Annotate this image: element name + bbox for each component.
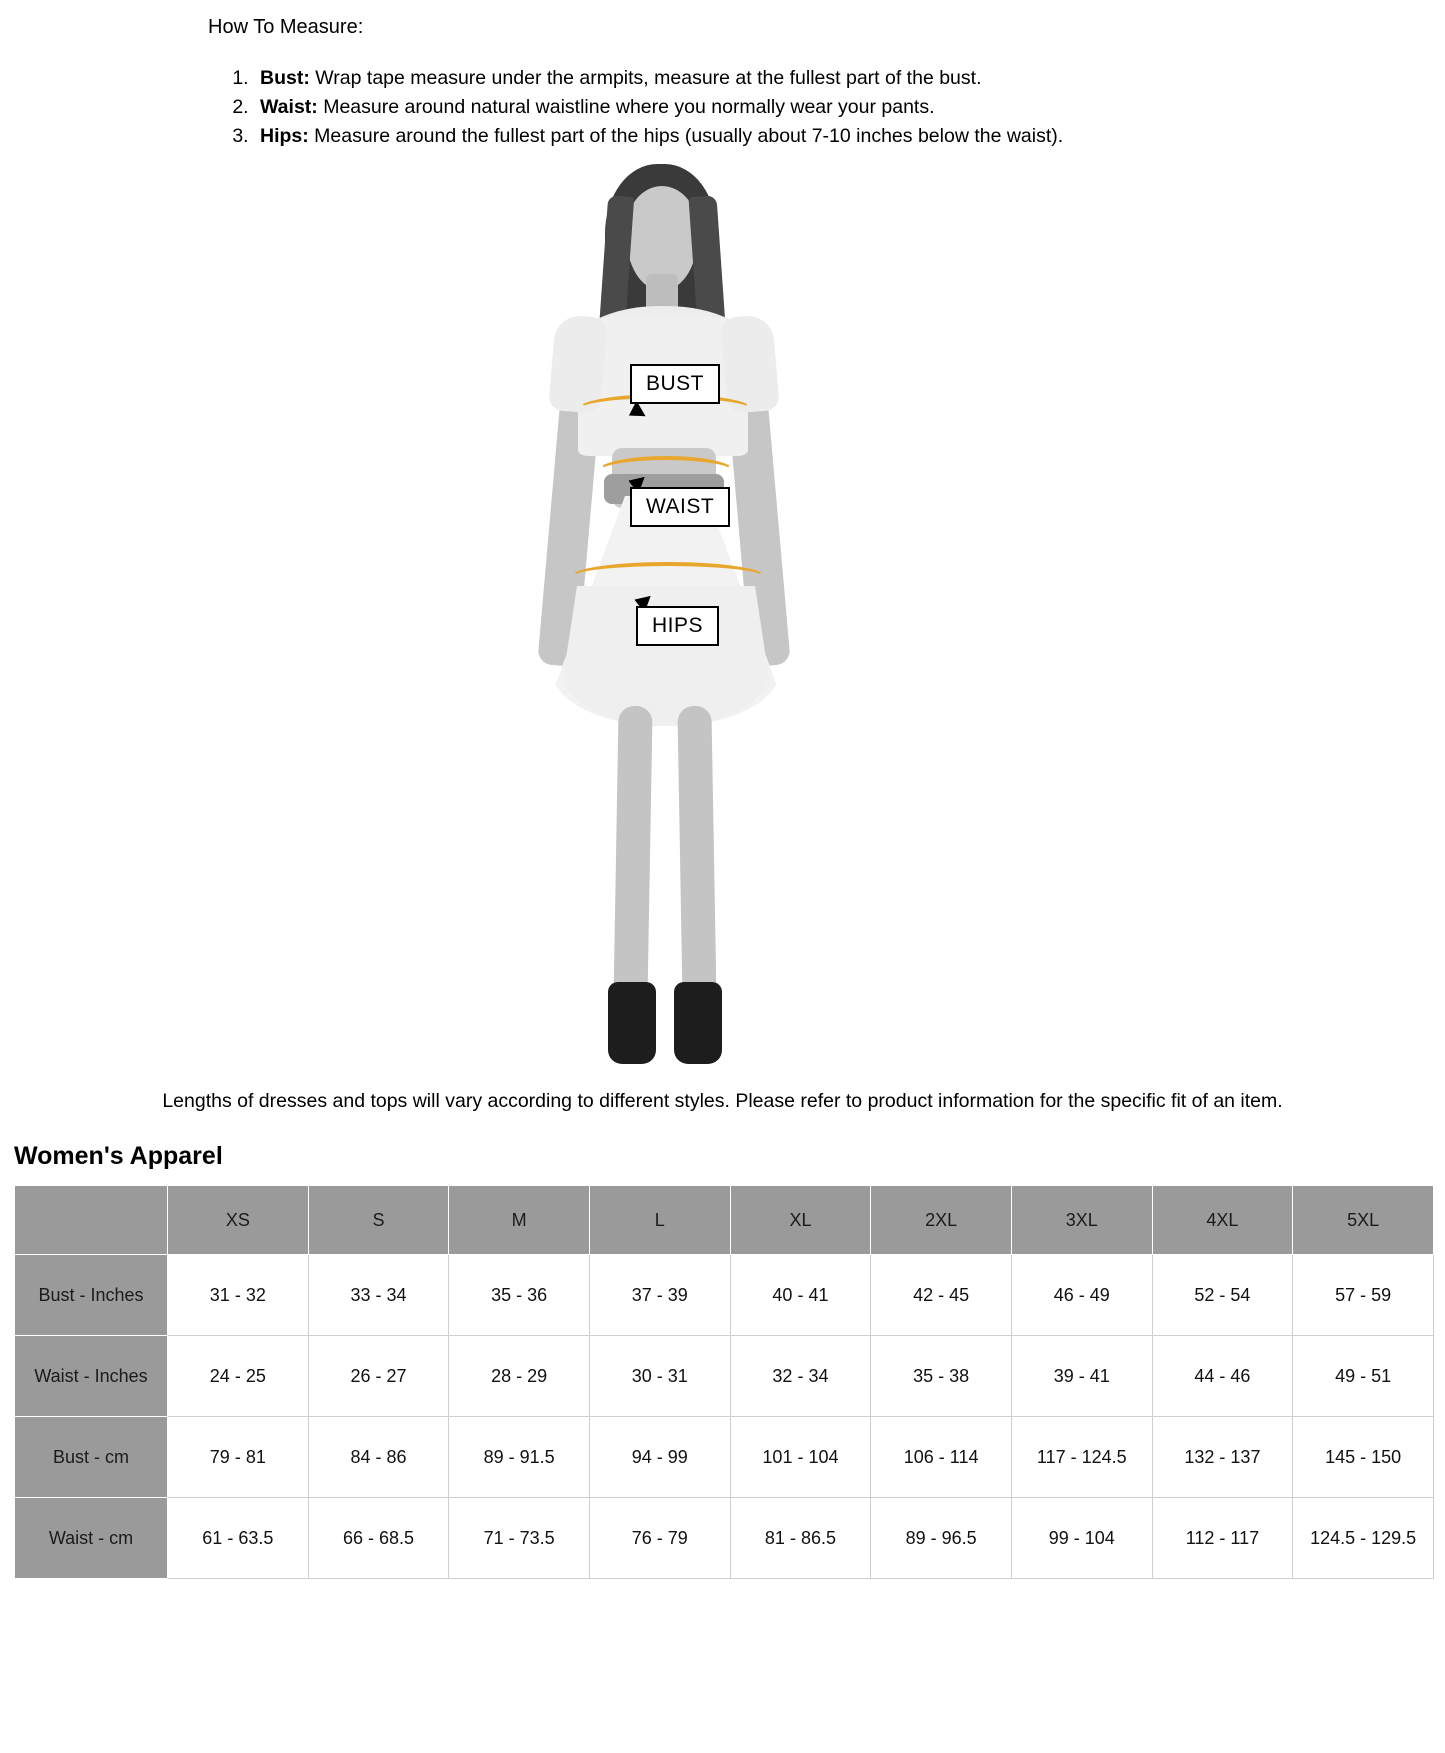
column-header-s: S [308, 1186, 449, 1255]
table-corner-cell [15, 1186, 168, 1255]
list-item [254, 122, 1445, 150]
step-term: Hips: [260, 125, 309, 147]
cell: 101 - 104 [730, 1417, 871, 1498]
cell: 99 - 104 [1011, 1498, 1152, 1579]
cell: 132 - 137 [1152, 1417, 1293, 1498]
row-label-waist-cm: Waist - cm [15, 1498, 168, 1579]
right-shoe-icon [674, 982, 722, 1064]
step-term: Bust: [260, 67, 310, 89]
cell: 24 - 25 [168, 1336, 309, 1417]
cell: 81 - 86.5 [730, 1498, 871, 1579]
column-header-xl: XL [730, 1186, 871, 1255]
cell: 40 - 41 [730, 1255, 871, 1336]
fit-note: Lengths of dresses and tops will vary according to different styles. Please refer to product information for the specific fit of an item. [162, 1090, 1283, 1112]
cell: 117 - 124.5 [1011, 1417, 1152, 1498]
cell: 52 - 54 [1152, 1255, 1293, 1336]
waist-label: WAIST [630, 487, 730, 527]
how-to-measure-list [208, 64, 1445, 150]
waist-measure-band [598, 456, 734, 486]
table-header-row [15, 1186, 1434, 1255]
cell: 49 - 51 [1293, 1336, 1434, 1417]
cell: 30 - 31 [589, 1336, 730, 1417]
cell: 46 - 49 [1011, 1255, 1152, 1336]
column-header-4xl: 4XL [1152, 1186, 1293, 1255]
cell: 89 - 91.5 [449, 1417, 590, 1498]
how-to-measure-title: How To Measure: [208, 16, 364, 38]
table-row [15, 1336, 1434, 1417]
cell: 35 - 38 [871, 1336, 1012, 1417]
cell: 28 - 29 [449, 1336, 590, 1417]
row-label-bust-inches: Bust - Inches [15, 1255, 168, 1336]
list-item [254, 64, 1445, 92]
left-shoe-icon [608, 982, 656, 1064]
how-to-measure-section [0, 0, 1445, 150]
cell: 26 - 27 [308, 1336, 449, 1417]
size-chart-table [14, 1185, 1434, 1579]
list-item [254, 93, 1445, 121]
cell: 37 - 39 [589, 1255, 730, 1336]
table-row [15, 1498, 1434, 1579]
right-leg-shape [677, 706, 716, 1007]
cell: 84 - 86 [308, 1417, 449, 1498]
table-row [15, 1255, 1434, 1336]
table-header [15, 1186, 1434, 1255]
bust-label: BUST [630, 364, 720, 404]
cell: 89 - 96.5 [871, 1498, 1012, 1579]
row-label-waist-inches: Waist - Inches [15, 1336, 168, 1417]
column-header-xs: XS [168, 1186, 309, 1255]
model-body [508, 156, 938, 1086]
left-leg-shape [613, 706, 652, 1007]
column-header-2xl: 2XL [871, 1186, 1012, 1255]
column-header-m: M [449, 1186, 590, 1255]
cell: 32 - 34 [730, 1336, 871, 1417]
step-text: Wrap tape measure under the armpits, measure at the fullest part of the bust. [315, 67, 982, 89]
step-text: Measure around natural waistline where you normally wear your pants. [323, 96, 935, 118]
cell: 31 - 32 [168, 1255, 309, 1336]
column-header-3xl: 3XL [1011, 1186, 1152, 1255]
hips-measure-band [570, 562, 766, 592]
cell: 57 - 59 [1293, 1255, 1434, 1336]
cell: 106 - 114 [871, 1417, 1012, 1498]
cell: 79 - 81 [168, 1417, 309, 1498]
row-label-bust-cm: Bust - cm [15, 1417, 168, 1498]
column-header-l: L [589, 1186, 730, 1255]
cell: 66 - 68.5 [308, 1498, 449, 1579]
cell: 44 - 46 [1152, 1336, 1293, 1417]
step-text: Measure around the fullest part of the hips (usually about 7-10 inches below the waist). [314, 125, 1064, 147]
page-title: Women's Apparel [14, 1142, 223, 1170]
cell: 33 - 34 [308, 1255, 449, 1336]
cell: 35 - 36 [449, 1255, 590, 1336]
cell: 145 - 150 [1293, 1417, 1434, 1498]
cell: 61 - 63.5 [168, 1498, 309, 1579]
table-body [15, 1255, 1434, 1579]
cell: 39 - 41 [1011, 1336, 1152, 1417]
cell: 124.5 - 129.5 [1293, 1498, 1434, 1579]
cell: 112 - 117 [1152, 1498, 1293, 1579]
cell: 94 - 99 [589, 1417, 730, 1498]
cell: 71 - 73.5 [449, 1498, 590, 1579]
measurement-figure [0, 156, 1445, 1086]
cell: 76 - 79 [589, 1498, 730, 1579]
table-row [15, 1417, 1434, 1498]
cell: 42 - 45 [871, 1255, 1012, 1336]
model-illustration [508, 156, 938, 1086]
column-header-5xl: 5XL [1293, 1186, 1434, 1255]
hips-label: HIPS [636, 606, 719, 646]
step-term: Waist: [260, 96, 318, 118]
